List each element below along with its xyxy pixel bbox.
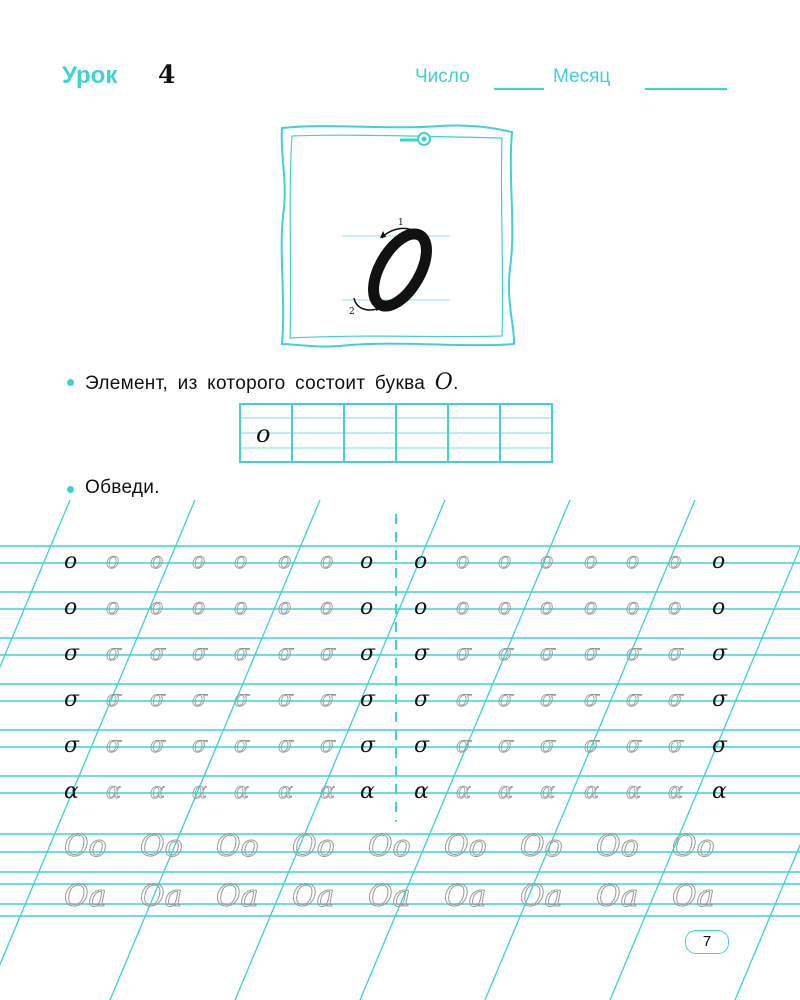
slant-line: [0, 500, 195, 1000]
trace-letter[interactable]: o: [192, 549, 206, 574]
trace-letter[interactable]: ɑ: [106, 779, 121, 804]
practice-area: [0, 500, 800, 1000]
trace-letter[interactable]: σ: [540, 641, 556, 666]
sample-letter: σ: [360, 641, 376, 666]
trace-letter[interactable]: σ: [498, 687, 514, 712]
lesson-title: Урок: [62, 62, 118, 89]
task-2-instruction: Обведи.: [85, 477, 160, 498]
trace-word[interactable]: Oo: [64, 829, 107, 864]
trace-letter[interactable]: σ: [668, 733, 684, 758]
task-1-letter: O: [434, 370, 454, 395]
bullet-2: [67, 486, 74, 493]
trace-letter[interactable]: σ: [150, 641, 166, 666]
sample-letter: ɑ: [360, 779, 375, 804]
trace-letter[interactable]: σ: [150, 733, 166, 758]
bullet-1: [67, 379, 74, 386]
trace-word[interactable]: Oo: [444, 829, 487, 864]
trace-word[interactable]: Oo: [292, 829, 335, 864]
trace-letter[interactable]: ɑ: [584, 779, 599, 804]
sample-letter: o: [360, 549, 374, 574]
lesson-number: 4: [158, 60, 176, 89]
trace-letter[interactable]: o: [668, 549, 682, 574]
trace-letter[interactable]: σ: [456, 733, 472, 758]
slant-line: [735, 500, 800, 1000]
trace-letter[interactable]: σ: [668, 641, 684, 666]
trace-letter[interactable]: σ: [192, 733, 208, 758]
trace-word[interactable]: Oa: [596, 879, 639, 914]
trace-word[interactable]: Oo: [140, 829, 183, 864]
trace-letter[interactable]: o: [278, 595, 292, 620]
trace-letter[interactable]: σ: [234, 687, 250, 712]
trace-letter[interactable]: σ: [278, 687, 294, 712]
trace-letter[interactable]: σ: [106, 641, 122, 666]
sample-letter: o: [712, 595, 726, 620]
task-1-instruction: Элемент, из которого состоит буква O.: [85, 370, 459, 395]
trace-letter[interactable]: σ: [278, 641, 294, 666]
sample-letter: σ: [64, 733, 80, 758]
stroke-number-2: 2: [349, 307, 355, 317]
trace-letter[interactable]: ɑ: [456, 779, 471, 804]
trace-letter[interactable]: σ: [668, 687, 684, 712]
trace-word[interactable]: Oo: [596, 829, 639, 864]
trace-letter[interactable]: σ: [234, 733, 250, 758]
trace-letter[interactable]: ɑ: [320, 779, 335, 804]
sample-letter: σ: [64, 687, 80, 712]
sample-letter: σ: [414, 733, 430, 758]
trace-letter[interactable]: o: [320, 549, 334, 574]
trace-letter[interactable]: ɑ: [278, 779, 293, 804]
trace-letter[interactable]: o: [192, 595, 206, 620]
element-grid: [238, 402, 554, 464]
trace-letter[interactable]: o: [540, 595, 554, 620]
trace-letter[interactable]: σ: [192, 641, 208, 666]
trace-letter[interactable]: σ: [626, 733, 642, 758]
trace-letter[interactable]: σ: [540, 687, 556, 712]
trace-letter[interactable]: o: [456, 549, 470, 574]
trace-letter[interactable]: ɑ: [150, 779, 165, 804]
trace-letter[interactable]: σ: [278, 733, 294, 758]
trace-letter[interactable]: o: [584, 549, 598, 574]
sample-letter: σ: [360, 687, 376, 712]
trace-letter[interactable]: o: [456, 595, 470, 620]
sample-letter: o: [414, 595, 428, 620]
trace-letter[interactable]: o: [668, 595, 682, 620]
trace-word[interactable]: Oo: [672, 829, 715, 864]
trace-word[interactable]: Oo: [368, 829, 411, 864]
pin-icon: [400, 133, 430, 145]
trace-letter[interactable]: o: [584, 595, 598, 620]
trace-letter[interactable]: o: [150, 549, 164, 574]
trace-letter[interactable]: σ: [626, 687, 642, 712]
trace-letter[interactable]: σ: [456, 687, 472, 712]
trace-letter[interactable]: o: [540, 549, 554, 574]
trace-letter[interactable]: o: [150, 595, 164, 620]
trace-letter[interactable]: σ: [498, 641, 514, 666]
trace-letter[interactable]: o: [106, 549, 120, 574]
trace-letter[interactable]: σ: [192, 687, 208, 712]
trace-letter[interactable]: σ: [584, 687, 600, 712]
trace-letter[interactable]: o: [278, 549, 292, 574]
sample-letter: σ: [360, 733, 376, 758]
sample-letter: σ: [414, 641, 430, 666]
trace-letter[interactable]: σ: [320, 733, 336, 758]
month-label: Месяц: [553, 66, 611, 87]
trace-letter[interactable]: ɑ: [234, 779, 249, 804]
trace-letter[interactable]: o: [498, 595, 512, 620]
trace-letter[interactable]: o: [320, 595, 334, 620]
sample-letter: o: [712, 549, 726, 574]
trace-letter[interactable]: σ: [626, 641, 642, 666]
trace-letter[interactable]: o: [498, 549, 512, 574]
sample-letter: ɑ: [64, 779, 79, 804]
trace-word[interactable]: Oa: [444, 879, 487, 914]
trace-letter[interactable]: o: [626, 549, 640, 574]
trace-letter[interactable]: σ: [106, 733, 122, 758]
trace-letter[interactable]: σ: [234, 641, 250, 666]
trace-letter[interactable]: σ: [150, 687, 166, 712]
trace-letter[interactable]: σ: [540, 733, 556, 758]
sample-letter: σ: [414, 687, 430, 712]
trace-letter[interactable]: ɑ: [540, 779, 555, 804]
trace-letter[interactable]: ɑ: [668, 779, 683, 804]
sample-letter: ɑ: [414, 779, 429, 804]
month-blank[interactable]: [645, 88, 727, 90]
trace-word[interactable]: Oa: [520, 879, 563, 914]
trace-letter[interactable]: o: [106, 595, 120, 620]
trace-word[interactable]: Oa: [672, 879, 715, 914]
trace-letter[interactable]: ɑ: [498, 779, 513, 804]
day-label: Число: [415, 66, 470, 87]
stroke-number-1: 1: [398, 218, 404, 228]
sample-letter: σ: [712, 641, 728, 666]
sample-letter: ɑ: [712, 779, 727, 804]
trace-letter[interactable]: ɑ: [192, 779, 207, 804]
sample-letter: σ: [712, 687, 728, 712]
trace-word[interactable]: Oa: [64, 879, 107, 914]
trace-letter[interactable]: σ: [498, 733, 514, 758]
page-number: 7: [685, 930, 729, 954]
trace-letter[interactable]: o: [234, 549, 248, 574]
element-sample: o: [256, 420, 271, 448]
day-blank[interactable]: [494, 88, 544, 90]
trace-letter[interactable]: σ: [320, 641, 336, 666]
sample-letter: o: [64, 549, 78, 574]
sample-letter: σ: [64, 641, 80, 666]
trace-word[interactable]: Oo: [520, 829, 563, 864]
trace-word[interactable]: Oo: [216, 829, 259, 864]
sample-letter: o: [360, 595, 374, 620]
slant-line: [0, 500, 70, 1000]
trace-word[interactable]: Oa: [216, 879, 259, 914]
trace-letter[interactable]: ɑ: [626, 779, 641, 804]
trace-letter[interactable]: σ: [320, 687, 336, 712]
trace-letter[interactable]: o: [626, 595, 640, 620]
trace-word[interactable]: Oa: [368, 879, 411, 914]
trace-word[interactable]: Oa: [292, 879, 335, 914]
trace-letter[interactable]: σ: [584, 733, 600, 758]
trace-letter[interactable]: σ: [106, 687, 122, 712]
letter-o-icon: [363, 225, 438, 314]
sample-letter: o: [414, 549, 428, 574]
trace-letter[interactable]: σ: [456, 641, 472, 666]
sample-letter: σ: [712, 733, 728, 758]
trace-word[interactable]: Oa: [140, 879, 183, 914]
trace-letter[interactable]: σ: [584, 641, 600, 666]
sample-letter: o: [64, 595, 78, 620]
letter-card: [270, 118, 530, 354]
trace-letter[interactable]: o: [234, 595, 248, 620]
